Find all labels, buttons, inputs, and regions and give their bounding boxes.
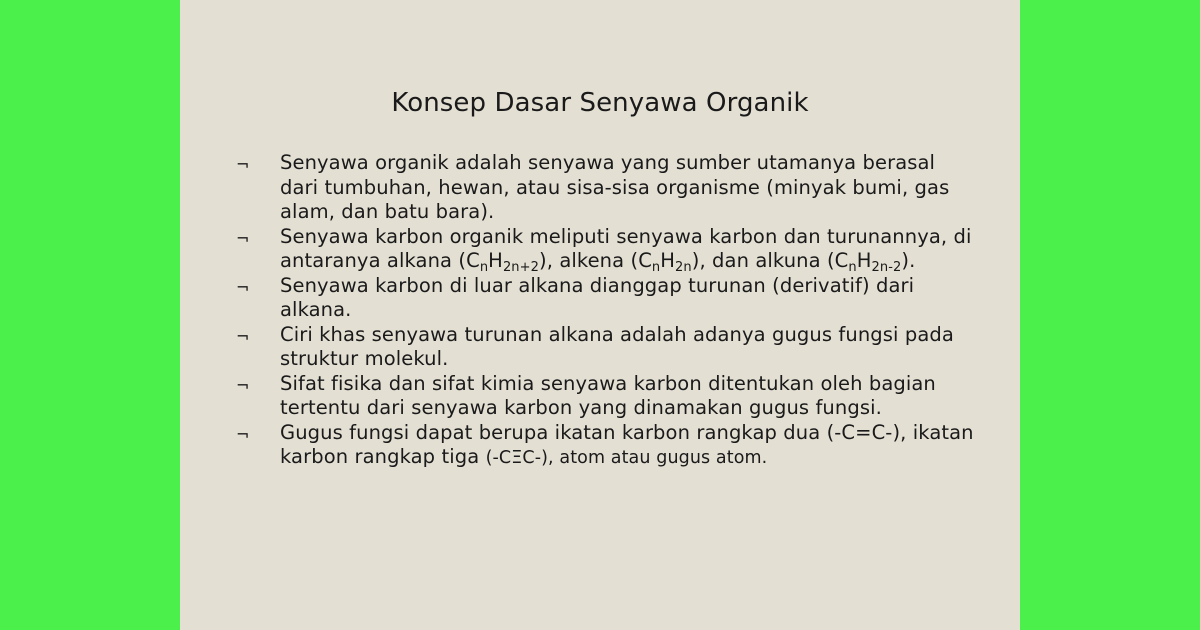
bullet-item xyxy=(236,323,976,372)
bullet-marker-icon: ¬ xyxy=(236,424,250,444)
bullet-item xyxy=(236,151,976,225)
bullet-marker-icon: ¬ xyxy=(236,277,250,297)
bullet-text: Senyawa karbon organik meliputi senyawa karbon dan turunannya, di antaranya alkana $(C_nH_{2n+2})$, alkena $(C_nH_{2n})$, dan alkuna $(C_nH_{2n-2})$. xyxy=(280,224,972,275)
bullet-item xyxy=(236,225,976,274)
bullet-item xyxy=(236,372,976,421)
bullet-item xyxy=(236,274,976,323)
bullet-text: Senyawa organik adalah senyawa yang sumber utamanya berasal dari tumbuhan, hewan, atau sisa-sisa organisme (minyak bumi, gas alam, dan batu bara). xyxy=(280,151,950,223)
slide xyxy=(180,0,1020,630)
bullet-marker-icon: ¬ xyxy=(236,326,250,346)
bullet-text: Gugus fungsi dapat berupa ikatan karbon rangkap dua (-C=C-), ikatan karbon rangkap tiga (-CΞC-), atom atau gugus atom. xyxy=(280,420,974,468)
bullet-text: Ciri khas senyawa turunan alkana adalah adanya gugus fungsi pada struktur molekul. xyxy=(280,322,954,370)
bullet-marker-icon: ¬ xyxy=(236,155,250,174)
bullet-marker-icon: ¬ xyxy=(236,228,250,248)
bullet-text: Senyawa karbon di luar alkana dianggap turunan (derivatif) dari alkana. xyxy=(280,273,915,321)
bullet-list xyxy=(236,151,976,471)
bullet-item xyxy=(236,421,976,471)
bullet-text: Sifat fisika dan sifat kimia senyawa karbon ditentukan oleh bagian tertentu dari senyawa karbon yang dinamakan gugus fungsi. xyxy=(280,371,936,419)
bullet-marker-icon: ¬ xyxy=(236,375,250,395)
slide-title: Konsep Dasar Senyawa Organik xyxy=(391,88,809,118)
